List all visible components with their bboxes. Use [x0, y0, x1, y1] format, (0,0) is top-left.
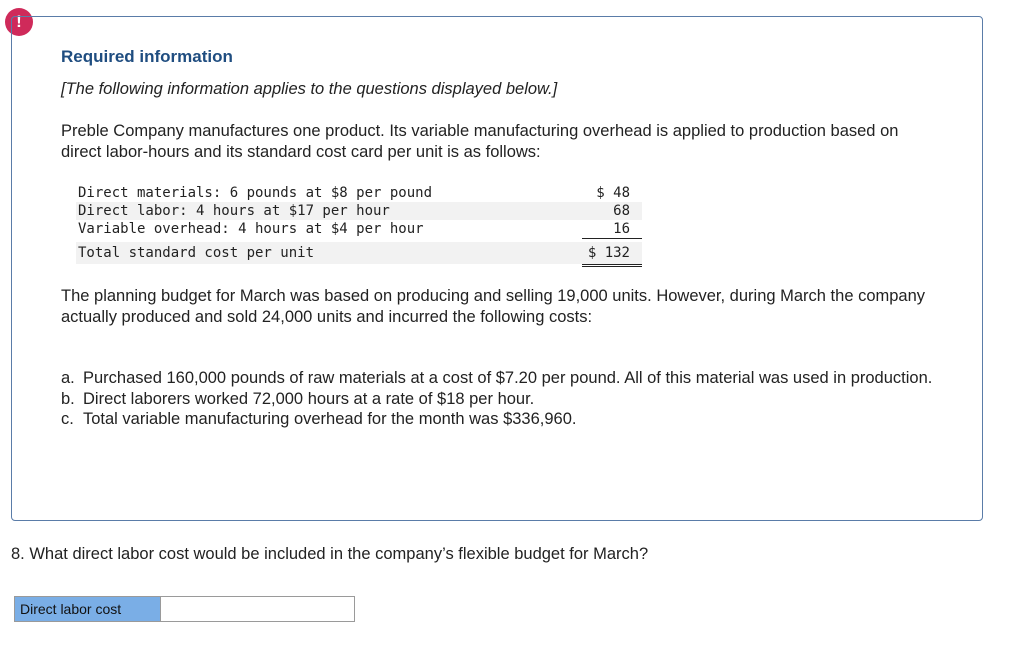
- cost-label: Direct materials: 6 pounds at $8 per pound: [78, 185, 433, 201]
- applies-note: [The following information applies to the questions displayed below.]: [61, 80, 558, 98]
- cost-row-total: [76, 242, 642, 264]
- cost-amount: 16: [582, 220, 642, 239]
- list-text: Direct laborers worked 72,000 hours at a rate of $18 per hour.: [83, 389, 535, 408]
- list-item: [61, 389, 961, 410]
- total-label: Total standard cost per unit: [78, 245, 315, 261]
- list-text: Purchased 160,000 pounds of raw materials at a cost of $7.20 per pound. All of this material was used in production.: [83, 369, 933, 387]
- list-marker: a.: [61, 369, 75, 387]
- costs-incurred-list: [61, 368, 961, 430]
- cost-amount: $ 48: [596, 185, 630, 201]
- standard-cost-card: [76, 184, 642, 264]
- planning-paragraph: The planning budget for March was based on producing and selling 19,000 units. However, during March the company actually produced and sold 24,000 units and incurred the following costs:: [61, 287, 926, 326]
- cost-label: Variable overhead: 4 hours at $4 per hour: [78, 221, 424, 237]
- cost-label: Direct labor: 4 hours at $17 per hour: [78, 203, 390, 219]
- list-item: [61, 368, 961, 389]
- cost-row-variable-overhead: [76, 220, 642, 238]
- cost-row-direct-labor: [76, 202, 642, 220]
- alert-icon: !: [5, 8, 33, 36]
- intro-paragraph: Preble Company manufactures one product. Its variable manufacturing overhead is applied to production based on direct labor-hours and its standard cost card per unit is as follows:: [61, 122, 899, 161]
- required-information-title: Required information: [61, 47, 233, 66]
- list-marker: c.: [61, 410, 74, 428]
- cost-row-direct-materials: [76, 184, 642, 202]
- answer-row: [14, 596, 355, 622]
- list-item: [61, 409, 961, 430]
- list-text: Total variable manufacturing overhead for the month was $336,960.: [83, 410, 577, 428]
- direct-labor-cost-input[interactable]: [161, 597, 354, 621]
- question-text: 8. What direct labor cost would be included in the company’s flexible budget for March?: [11, 545, 649, 563]
- total-amount: $ 132: [582, 242, 642, 267]
- direct-labor-cost-label: Direct labor cost: [15, 597, 161, 621]
- cost-amount: 68: [613, 203, 630, 219]
- list-marker: b.: [61, 389, 75, 408]
